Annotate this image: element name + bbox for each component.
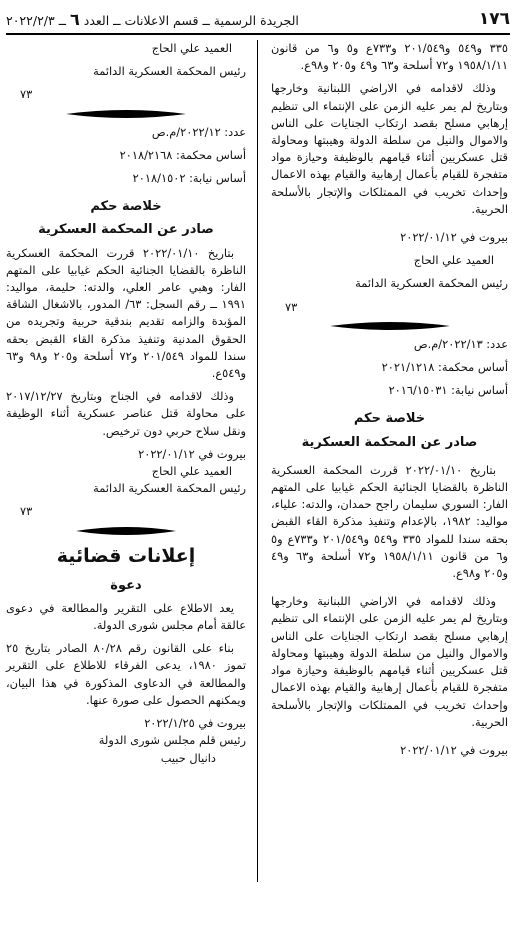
header-date: ــ ٢٠٢٢/٢/٣ bbox=[6, 12, 67, 28]
left-column bbox=[6, 40, 246, 767]
place-date: بيروت في ٢٠٢٢/٠١/١٢ bbox=[138, 446, 246, 461]
header-issue-number: ٦ bbox=[70, 9, 80, 29]
signer-title: رئيس المحكمة العسكرية الدائمة bbox=[93, 64, 246, 79]
page-header bbox=[6, 6, 510, 32]
signer-title: رئيس المحكمة العسكرية الدائمة bbox=[355, 276, 508, 291]
section-title: إعلانات قضائية bbox=[56, 544, 196, 567]
column-divider bbox=[257, 40, 258, 882]
ornament-divider bbox=[6, 525, 246, 537]
ornament-divider bbox=[6, 108, 246, 120]
paragraph: يعد الاطلاع على التقرير والمطالعة في دعوى عالقة أمام مجلس شورى الدولة. bbox=[6, 600, 246, 633]
page-number: ١٧٦ bbox=[478, 9, 510, 29]
reference-number: ٧٣ bbox=[20, 504, 33, 519]
paragraph: بناء على القانون رقم ٨٠/٢٨ الصادر بتاريخ ٢٥ تموز ١٩٨٠، يدعى الفرقاء للاطلاع على التقرير والمطالعة في الدعاوى المذكورة في هذا البيان، ويمكنهم الحصول على صورة عنها. bbox=[6, 641, 246, 707]
prosecution-basis: أساس نيابة: ٢٠١٨/١٥٠٢ bbox=[132, 171, 246, 186]
place-date: بيروت في ٢٠٢٢/٠١/١٢ bbox=[400, 742, 508, 757]
paragraph: وذلك لاقدامه في الاراضي اللبنانية وخارجها وبتاريخ لم يمر عليه الزمن على الإنتماء الى تنظيم إرهابي مسلح بقصد ارتكاب الجنايات على الناس والاموال والنيل من سلطة الدولة وهيبتها ومحاولة قتل عسكريين أثناء قيامهم بالوظيفة وحيازة مواد متفجرة للقيام بأعمال إرهابية والقيام بهذه الاعمال وإحداث تخريب في الممتلكات والإتجار بالأسلحة الحربية. bbox=[271, 594, 508, 729]
header-title-text: الجريدة الرسمية ــ قسم الاعلانات ــ العدد bbox=[83, 12, 299, 28]
court-basis: أساس محكمة: ٢٠١٨/٢١٦٨ bbox=[119, 147, 246, 162]
place-date: بيروت في ٢٠٢٢/٠١/١٢ bbox=[400, 230, 508, 245]
paragraph: بتاريخ ٢٠٢٢/٠١/١٠ قررت المحكمة العسكرية الناظرة بالقضايا الجنائية الحكم غيابيا على المتهم الفار: السوري سليمان راجح حمدان، والدته: علياء، مواليد: ١٩٨٢، بالإعدام وتنفيذ مذكرة القاء القبض بحقه سندا للمواد ٣٣٥ و٥٤٩ و٢٠١/٥٤٩ و٧٣٣ع و٥ و٦ من قانون ١٩٥٨/١/١١ و٧٢ أسلحة و٦٣ و٤٩ و٢٠٥ و٩٨ع. bbox=[271, 462, 509, 581]
summary-heading: خلاصة حكم bbox=[90, 199, 162, 215]
signer-name: العميد علي الحاج bbox=[151, 41, 232, 55]
signer-name: دانيال حبيب bbox=[160, 750, 216, 765]
summary-heading: خلاصة حكم bbox=[353, 411, 426, 427]
paragraph: وذلك لاقدامه في الاراضي اللبنانية وخارجها وبتاريخ لم يمر عليه الزمن على الإنتماء الى تنظيم إرهابي مسلح بقصد ارتكاب الجنايات على الناس والاموال والنيل من سلطة الدولة وهيبتها ومحاولة قتل عسكريين أثناء قيامهم بالوظيفة وحيازة مواد متفجرة للقيام بأعمال إرهابية والقيام بهذه الاعمال وإحداث تخريب في الممتلكات والإتجار بالأسلحة الحربية. bbox=[271, 81, 508, 216]
signer-name: العميد علي الحاج bbox=[151, 464, 232, 479]
signer-title: رئيس المحكمة العسكرية الدائمة bbox=[93, 481, 246, 496]
record-number: عدد: ٢٠٢٢/١٢/م.ص bbox=[151, 124, 246, 139]
court-basis: أساس محكمة: ٢٠٢١/١٢١٨ bbox=[381, 360, 508, 375]
issuer-heading: صادر عن المحكمة العسكرية bbox=[38, 222, 214, 238]
signer-title: رئيس قلم مجلس شورى الدولة bbox=[98, 733, 246, 748]
reference-number: ٧٣ bbox=[285, 299, 298, 314]
notice-title: دعوة bbox=[110, 577, 142, 593]
paragraph: بتاريخ ٢٠٢٢/٠١/١٠ قررت المحكمة العسكرية الناظرة بالقضايا الجنائية الحكم غيابيا على المتهم الفار: وهبي عامر العلي، والدته: حليمة، مواليد: ١٩٩١ ــ رقم السجل: ٦٣/ المدور، بالاشغال الشاقة المؤبدة والزامه تقديم بندقية حربية وتجريده من الحقوق المدنية وتنفيذ مذكرة القاء القبض بحقه سندا للمواد ٢٠١/٥٤٩ و٧٢ أسلحة و٢٠٥ و٩٨ و٦٣ و٥٤٩ع. bbox=[6, 245, 246, 381]
paragraph: ٣٣٥ و٥٤٩ و٢٠١/٥٤٩ و٧٣٣ع و٥ و٦ من قانون ١٩٥٨/١/١١ و٧٢ أسلحة و٦٣ و٤٩ و٢٠٥ و٩٨ع. bbox=[271, 41, 508, 73]
right-column bbox=[271, 40, 508, 759]
reference-number: ٧٣ bbox=[20, 87, 33, 102]
prosecution-basis: أساس نيابة: ٢٠١٦/١٥٠٣١ bbox=[388, 383, 508, 398]
issuer-heading: صادر عن المحكمة العسكرية bbox=[301, 434, 478, 450]
ornament-divider bbox=[271, 320, 508, 332]
signer-name: العميد علي الحاج bbox=[413, 253, 494, 268]
record-number: عدد: ٢٠٢٢/١٣/م.ص bbox=[413, 336, 508, 351]
header-rule bbox=[6, 33, 510, 35]
header-title bbox=[6, 10, 299, 29]
place-date: بيروت في ٢٠٢٢/١/٢٥ bbox=[144, 716, 246, 731]
paragraph: وذلك لاقدامه في الجناح وبتاريخ ٢٠١٧/١٢/٢٧ على محاولة قتل عناصر عسكرية أثناء الوظيفة ونقل سلاح حربي دون ترخيص. bbox=[6, 389, 246, 438]
